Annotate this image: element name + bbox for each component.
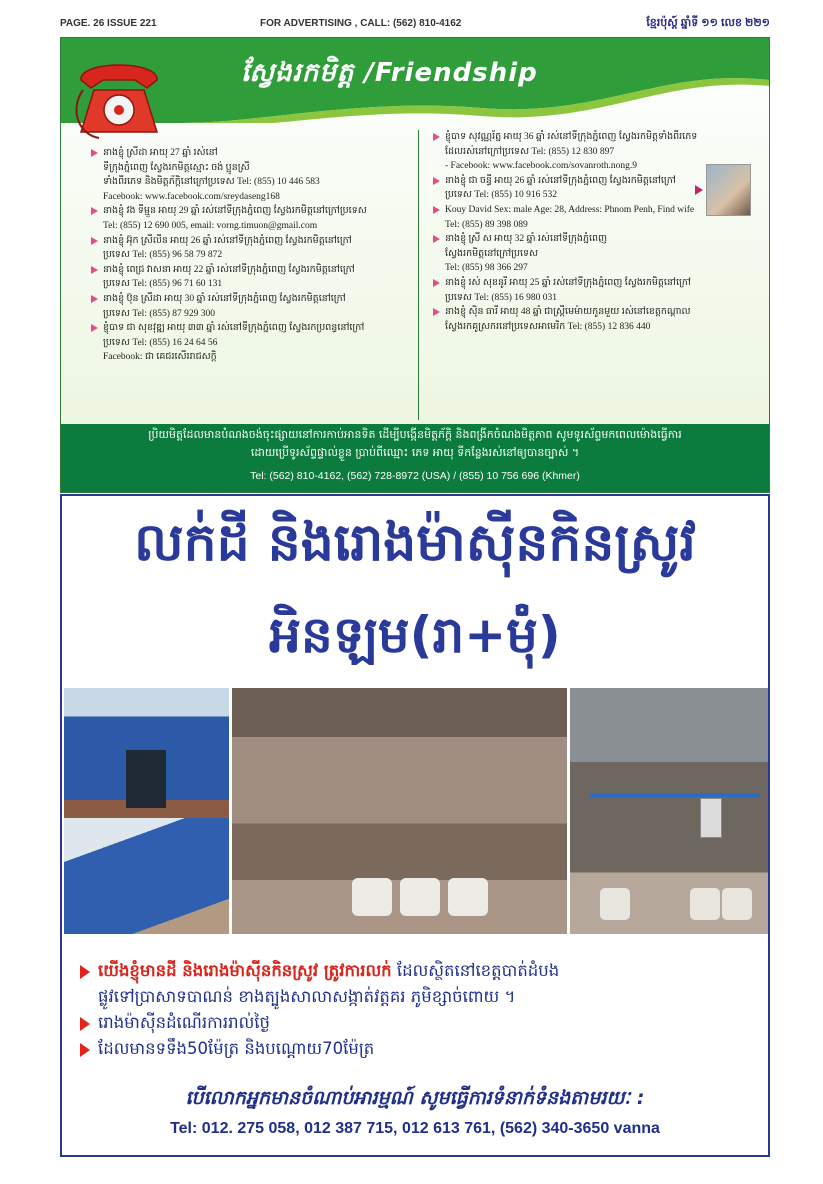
listing-line: នាងខ្ញុំ ស្រីដា អាយុ 27 ឆ្នាំ រស់នៅ (103, 148, 218, 158)
friendship-footer (61, 424, 769, 492)
listing-line: ប្រទេស Tel: (855) 16 24 64 56 (103, 337, 218, 348)
photo-pointer-icon (695, 185, 703, 195)
friend-listing (89, 292, 419, 321)
listing-line: ដែលរស់នៅក្រៅប្រទេស Tel: (855) 12 830 897 (445, 146, 615, 157)
ad-subheadline: អិនឡម(រា+ម៉ុំ) (269, 606, 561, 664)
listing-line: នាងខ្ញុំ វង ទីម្មួន អាយុ 29 ឆ្នាំ រស់នៅទីក្រុងភ្នំពេញ ស្វែងរកមិត្តនៅក្រៅប្រទេស (103, 206, 367, 217)
listing-line: នាងខ្ញុំ ជា ចន្ធី អាយុ 26 ឆ្នាំ រស់នៅទីក្រុងភ្នំពេញ ស្វែងរកមិត្តនៅក្រៅ (445, 175, 676, 186)
listing-line: នាងខ្ញុំ ប៊ុន ស្រីដា អាយុ 30 ឆ្នាំ រស់នៅទីក្រុងភ្នំពេញ ស្វែងរកមិត្តនៅក្រៅ (103, 293, 346, 304)
listing-line: នាងខ្ញុំ រស់ សុខនូរី អាយុ 25 ឆ្នាំ រស់នៅទីក្រុងភ្នំពេញ ស្វែងរកមិត្តនៅក្រៅ (445, 277, 691, 288)
ad-bullet-1: យើងខ្ញុំមានដី និងរោងម៉ាស៊ីនកិនស្រូវ ត្រូវការលក់ ដែលស្ថិតនៅខេត្តបាត់ដំបង (80, 958, 760, 984)
friend-listing (89, 321, 419, 365)
advertising-contact: FOR ADVERTISING , CALL: (562) 810-4162 (260, 18, 462, 29)
mill-machinery-photo (570, 688, 768, 934)
ad-headline: លក់ដី និងរោងម៉ាស៊ីនកិនស្រូវ (134, 513, 696, 573)
friend-listing (89, 146, 419, 204)
listing-line: Kouy David Sex: male Age: 28, Address: Phnom Penh, Find wife (445, 204, 695, 215)
listing-line: ទីក្រុងភ្នំពេញ ស្វែងរកមិត្តស្មោះ ចង់ ប្អូនស្រី (103, 162, 250, 173)
column-divider (418, 130, 419, 420)
friend-listing (431, 305, 766, 334)
listing-line: Facebook: www.facebook.com/sreydaseng168 (103, 191, 280, 202)
friend-listing (89, 204, 419, 233)
listing-line: ខ្ញុំបាទ សុវណ្ណរ័ត្ន អាយុ 36 ឆ្នាំ រស់នៅទីក្រុងភ្នំពេញ ស្វែងរកមិត្តទាំងពីរភេទ (445, 132, 698, 142)
page-issue: PAGE. 26 ISSUE 221 (60, 18, 157, 29)
land-sale-ad (60, 494, 770, 1157)
friend-listing (89, 263, 419, 292)
contact-prompt: បើលោកអ្នកមានចំណាប់អារម្មណ៍ សូមធ្វើការទំនាក់ទំនងតាមរយៈ : (185, 1087, 645, 1109)
listing-line: នាងខ្ញុំ អ៊ុក ស្រីលីន អាយុ 26 ឆ្នាំ រស់នៅទីក្រុងភ្នំពេញ ស្វែងរកមិត្តនៅក្រៅ (103, 235, 352, 246)
rice-mill-interior-photo (232, 688, 567, 934)
friendship-title: ស្វែងរកមិត្ត /Friendship (241, 58, 538, 88)
warehouse-photo-1 (64, 688, 229, 818)
ad-bullet-3: ដែលមានទទឹង50ម៉ែត្រ និងបណ្តោយ70ម៉ែត្រ (80, 1036, 760, 1062)
page-header (60, 16, 770, 32)
friend-listing (431, 276, 766, 305)
friendship-left-column (89, 146, 419, 365)
listing-line: Tel: (855) 98 366 297 (445, 263, 528, 274)
friendship-right-column (431, 130, 766, 334)
member-photo (706, 164, 751, 216)
footer-phone-numbers: Tel: (562) 810-4162, (562) 728-8972 (USA) / (855) 10 756 696 (Khmer) (250, 470, 580, 482)
ad-details (80, 958, 760, 1062)
listing-line: នាងខ្ញុំ ពេជ្រ វាសនា អាយុ 22 ឆ្នាំ រស់នៅទីក្រុងភ្នំពេញ ស្វែងរកមិត្តនៅក្រៅ (103, 264, 355, 275)
listing-line: ទាំងពីរភេទ និងមិត្តភ័ក្តិនៅក្រៅប្រទេស Tel: (855) 10 446 583 (103, 177, 320, 188)
warehouse-photo-2 (64, 818, 229, 934)
friend-listing (89, 234, 419, 263)
friendship-section (60, 37, 770, 493)
listing-line: នាងខ្ញុំ ស្រី ស អាយុ 32 ឆ្នាំ រស់នៅទីក្រុងភ្នំពេញ (445, 234, 608, 245)
ad-bullet-1-continued: ផ្លូវទៅប្រាសាទបាណន់ ខាងត្បូងសាលាសង្កាត់វត្តគរ ភូមិខ្សាច់ពោយ ។ (98, 987, 516, 1006)
listing-line: Tel: (855) 12 690 005, email: vorng.timuon@gmail.com (103, 220, 318, 231)
listing-line: ប្រទេស Tel: (855) 10 916 532 (445, 190, 558, 201)
contact-phone-numbers: Tel: 012. 275 058, 012 387 715, 012 613 761, (562) 340-3650 vanna (170, 1120, 660, 1137)
listing-line: ប្រទេស Tel: (855) 96 58 79 872 (103, 250, 223, 261)
listing-line: នាងខ្ញុំ ស៊ិន ធារី អាយុ 48 ឆ្នាំ ជាស្ត្រីមេម៉ាយកូនមួយ រស់នៅខេត្តកណ្តាល (445, 307, 691, 318)
listing-line: ប្រទេស Tel: (855) 87 929 300 (103, 308, 216, 319)
footer-instructions: ប្រិយមិត្តដែលមានបំណងចង់ចុះផ្សាយនៅការកាប់អានទិត ដើម្បីបង្កើនមិត្តភ័ក្តិ និងពង្រីកចំណងមិត្តភាព សូមទូរស័ព្ទមកពេលម៉ោងធ្វើការ (148, 428, 682, 441)
listing-line: Tel: (855) 89 398 089 (445, 219, 528, 230)
friend-listing (431, 232, 766, 276)
publication-info: ខ្មែរប៉ុស្ត៍ ឆ្នាំទី ១១ លេខ ២២១ (646, 17, 770, 29)
footer-instructions-2: ដោយប្រើទូរស័ព្ទផ្ទាល់ខ្លួន ប្រាប់ពីឈ្មោះ ភេទ អាយុ ទីកន្លែងរស់នៅឲ្យបានច្បាស់ ។ (250, 446, 580, 459)
red-telephone-icon (69, 50, 169, 142)
listing-line: ខ្ញុំបាទ ជា សុខវុឌ្ឍ អាយុ ៣៣ ឆ្នាំ រស់នៅទីក្រុងភ្នំពេញ ស្វែងរកប្រពន្ធនៅក្រៅ (103, 323, 365, 334)
listing-line: ស្វែងរកគូស្រករនៅប្រទេសអាមេរិក Tel: (855) 12 836 440 (445, 321, 651, 332)
listing-line: ប្រទេស Tel: (855) 16 980 031 (445, 292, 558, 303)
listing-line: Facebook: ជា គេជរសើររាជសក្តិ (103, 352, 217, 363)
ad-bullet-2: រោងម៉ាស៊ីនដំណើរការរាល់ថ្ងៃ (80, 1010, 760, 1036)
listing-line: - Facebook: www.facebook.com/sovanroth.nong.9 (445, 161, 637, 172)
listing-line: ស្វែងរកមិត្តនៅក្រៅប្រទេស (445, 248, 539, 259)
listing-line: ប្រទេស Tel: (855) 96 71 60 131 (103, 279, 223, 290)
